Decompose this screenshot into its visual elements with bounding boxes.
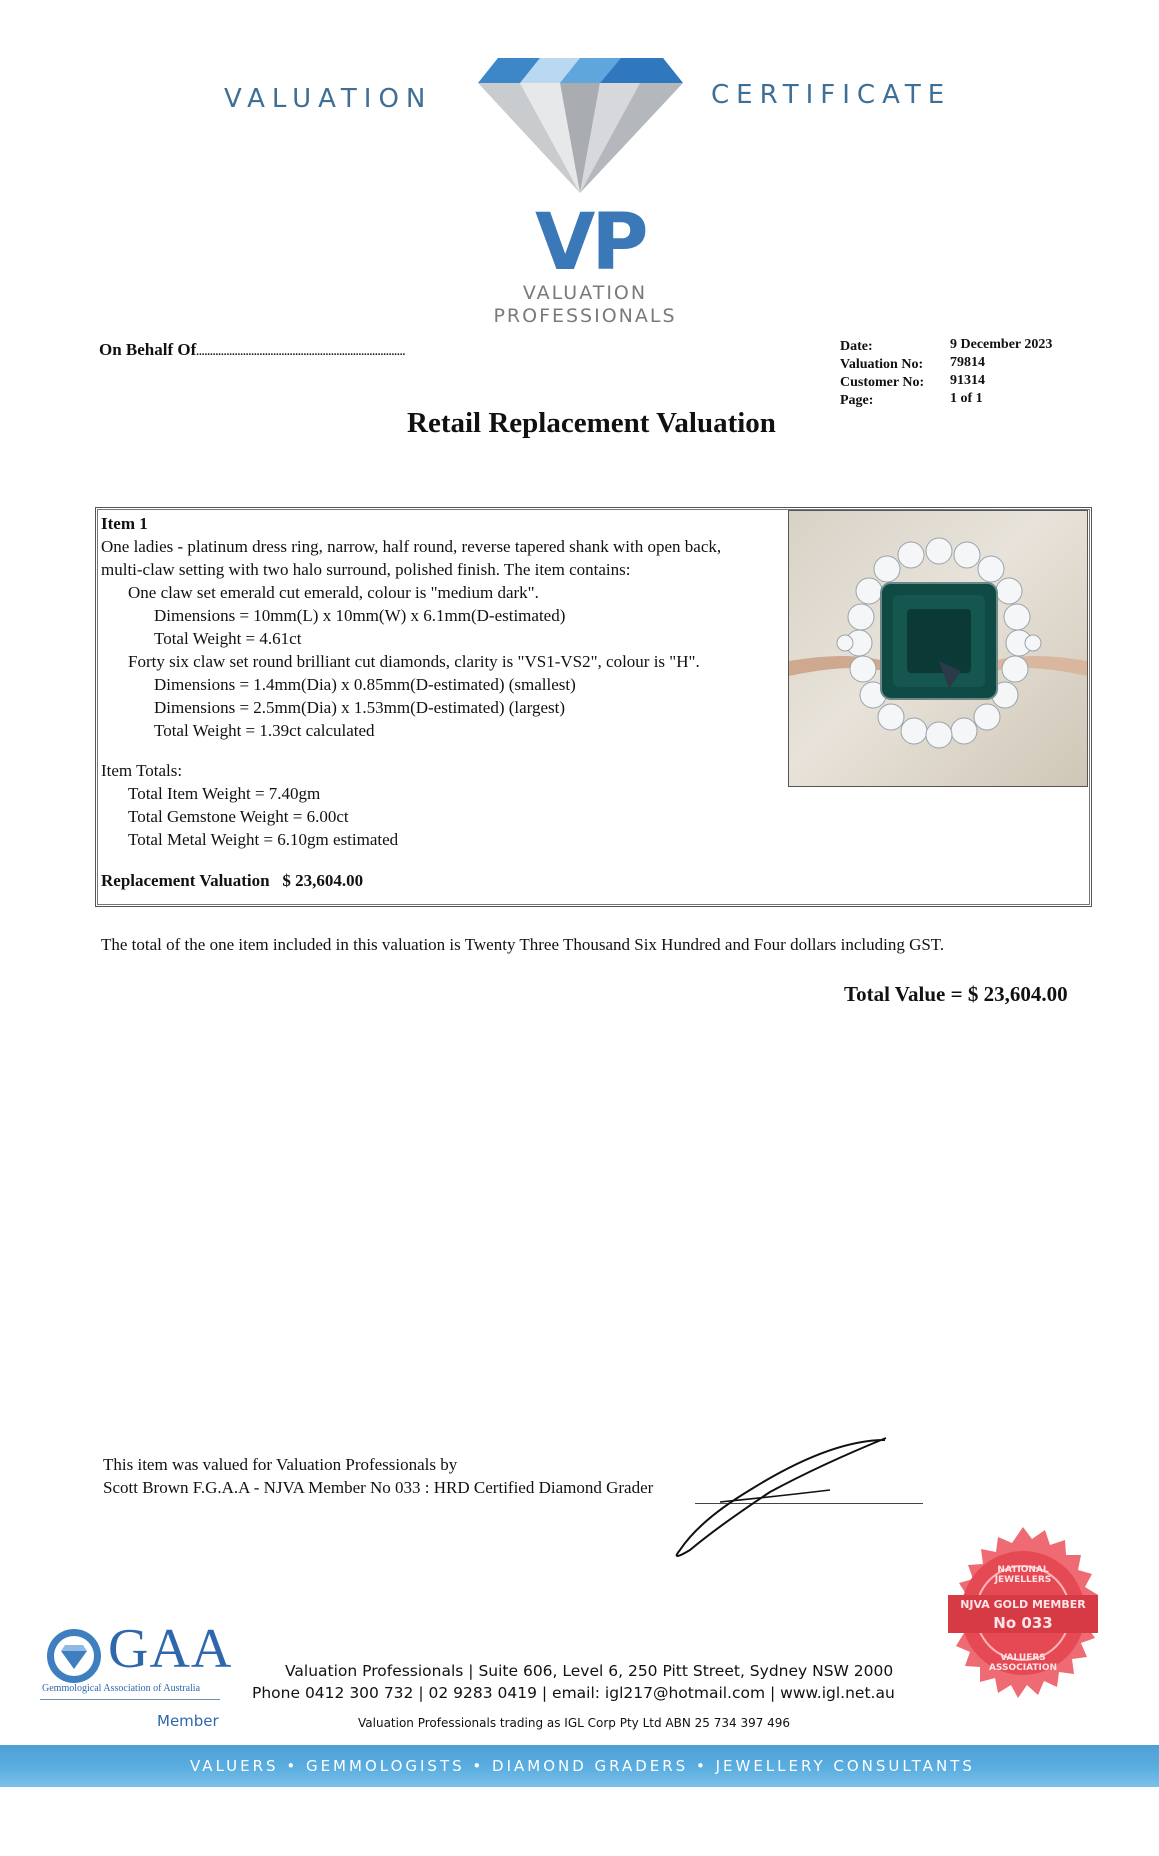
footer-band — [0, 1745, 1159, 1787]
gaa-member: Member — [157, 1712, 219, 1730]
meta-customer-no-value: 91314 — [950, 373, 985, 388]
item-line: One ladies - platinum dress ring, narrow, half round, reverse tapered shank with open back, — [101, 537, 722, 556]
item-line: Dimensions = 10mm(L) x 10mm(W) x 6.1mm(D-estimated) — [154, 606, 566, 625]
njva-seal — [928, 1525, 1118, 1715]
seal-bottom-text: VALUERS ASSOCIATION — [988, 1653, 1058, 1673]
seal-top-text: NATIONAL JEWELLERS — [994, 1565, 1052, 1585]
footer-trading: Valuation Professionals trading as IGL Corp Pty Ltd ABN 25 734 397 496 — [358, 1716, 791, 1730]
logo-sub-professionals: PROFESSIONALS — [493, 305, 677, 327]
item-total-line: Total Item Weight = 7.40gm — [128, 784, 321, 803]
meta-valuation-no-value: 79814 — [950, 355, 985, 370]
item-line: One claw set emerald cut emerald, colour is "medium dark". — [128, 583, 539, 602]
footer-band-text: VALUERS • GEMMOLOGISTS • DIAMOND GRADERS • JEWELLERY CONSULTANTS — [190, 1757, 975, 1775]
meta-page-value: 1 of 1 — [950, 391, 983, 406]
ring-image — [789, 511, 1087, 786]
gaa-association: Gemmological Association of Australia — [42, 1683, 201, 1694]
replacement-valuation-label: Replacement Valuation — [101, 871, 270, 890]
meta-valuation-no-label: Valuation No: — [840, 357, 924, 372]
on-behalf-label: On Behalf Of — [99, 340, 197, 359]
signature-image — [660, 1430, 900, 1565]
item-line: Total Weight = 4.61ct — [154, 629, 302, 648]
header-word-valuation: VALUATION — [224, 84, 433, 114]
meta-customer-no-label: Customer No: — [840, 375, 925, 390]
diamond-logo-icon — [478, 48, 683, 198]
replacement-valuation-row — [101, 869, 721, 892]
seal-number: No 033 — [993, 1614, 1053, 1632]
replacement-valuation-value: $ 23,604.00 — [282, 871, 364, 890]
item-line: Dimensions = 2.5mm(Dia) x 1.53mm(D-estimated) (largest) — [154, 698, 566, 717]
meta-date-value: 9 December 2023 — [950, 337, 1053, 352]
item-line: multi-claw setting with two halo surround, polished finish. The item contains: — [101, 560, 631, 579]
header-word-certificate: CERTIFICATE — [711, 80, 952, 110]
meta-date-label: Date: — [840, 339, 873, 354]
item-line: Dimensions = 1.4mm(Dia) x 0.85mm(D-estimated) (smallest) — [154, 675, 576, 694]
item-heading: Item 1 — [101, 514, 148, 533]
gaa-emblem-icon — [45, 1627, 103, 1685]
item-line: Forty six claw set round brilliant cut diamonds, clarity is "VS1-VS2", colour is "H". — [128, 652, 700, 671]
meta-page-label: Page: — [840, 393, 874, 408]
logo-sub-valuation: VALUATION — [522, 282, 648, 304]
summary-text: The total of the one item included in this valuation is Twenty Three Thousand Six Hundred and Four dollars including GST. — [101, 935, 945, 954]
on-behalf-dots: ............................................................................ — [196, 346, 406, 358]
ring-photo — [788, 510, 1088, 787]
logo-vp-letters: VP — [535, 198, 645, 288]
footer-contact: Phone 0412 300 732 | 02 9283 0419 | email: igl217@hotmail.com | www.igl.net.au — [252, 1684, 895, 1702]
footer-address: Valuation Professionals | Suite 606, Level 6, 250 Pitt Street, Sydney NSW 2000 — [285, 1662, 894, 1680]
item-totals-heading: Item Totals: — [101, 761, 183, 780]
gaa-divider — [40, 1699, 220, 1700]
item-description — [101, 512, 721, 892]
item-line: Total Weight = 1.39ct calculated — [154, 721, 375, 740]
on-behalf-of — [99, 340, 405, 360]
meta-block — [840, 337, 1080, 409]
item-total-line: Total Metal Weight = 6.10gm estimated — [128, 830, 399, 849]
gaa-letters: GAA — [108, 1618, 233, 1680]
page-title: Retail Replacement Valuation — [407, 407, 776, 439]
seal-mid-text: NJVA GOLD MEMBER — [960, 1598, 1086, 1611]
total-value: Total Value = $ 23,604.00 — [844, 982, 1068, 1006]
item-total-line: Total Gemstone Weight = 6.00ct — [128, 807, 349, 826]
valuer-line-1: This item was valued for Valuation Professionals by — [103, 1455, 458, 1474]
valuer-line-2: Scott Brown F.G.A.A - NJVA Member No 033 : HRD Certified Diamond Grader — [103, 1478, 654, 1497]
